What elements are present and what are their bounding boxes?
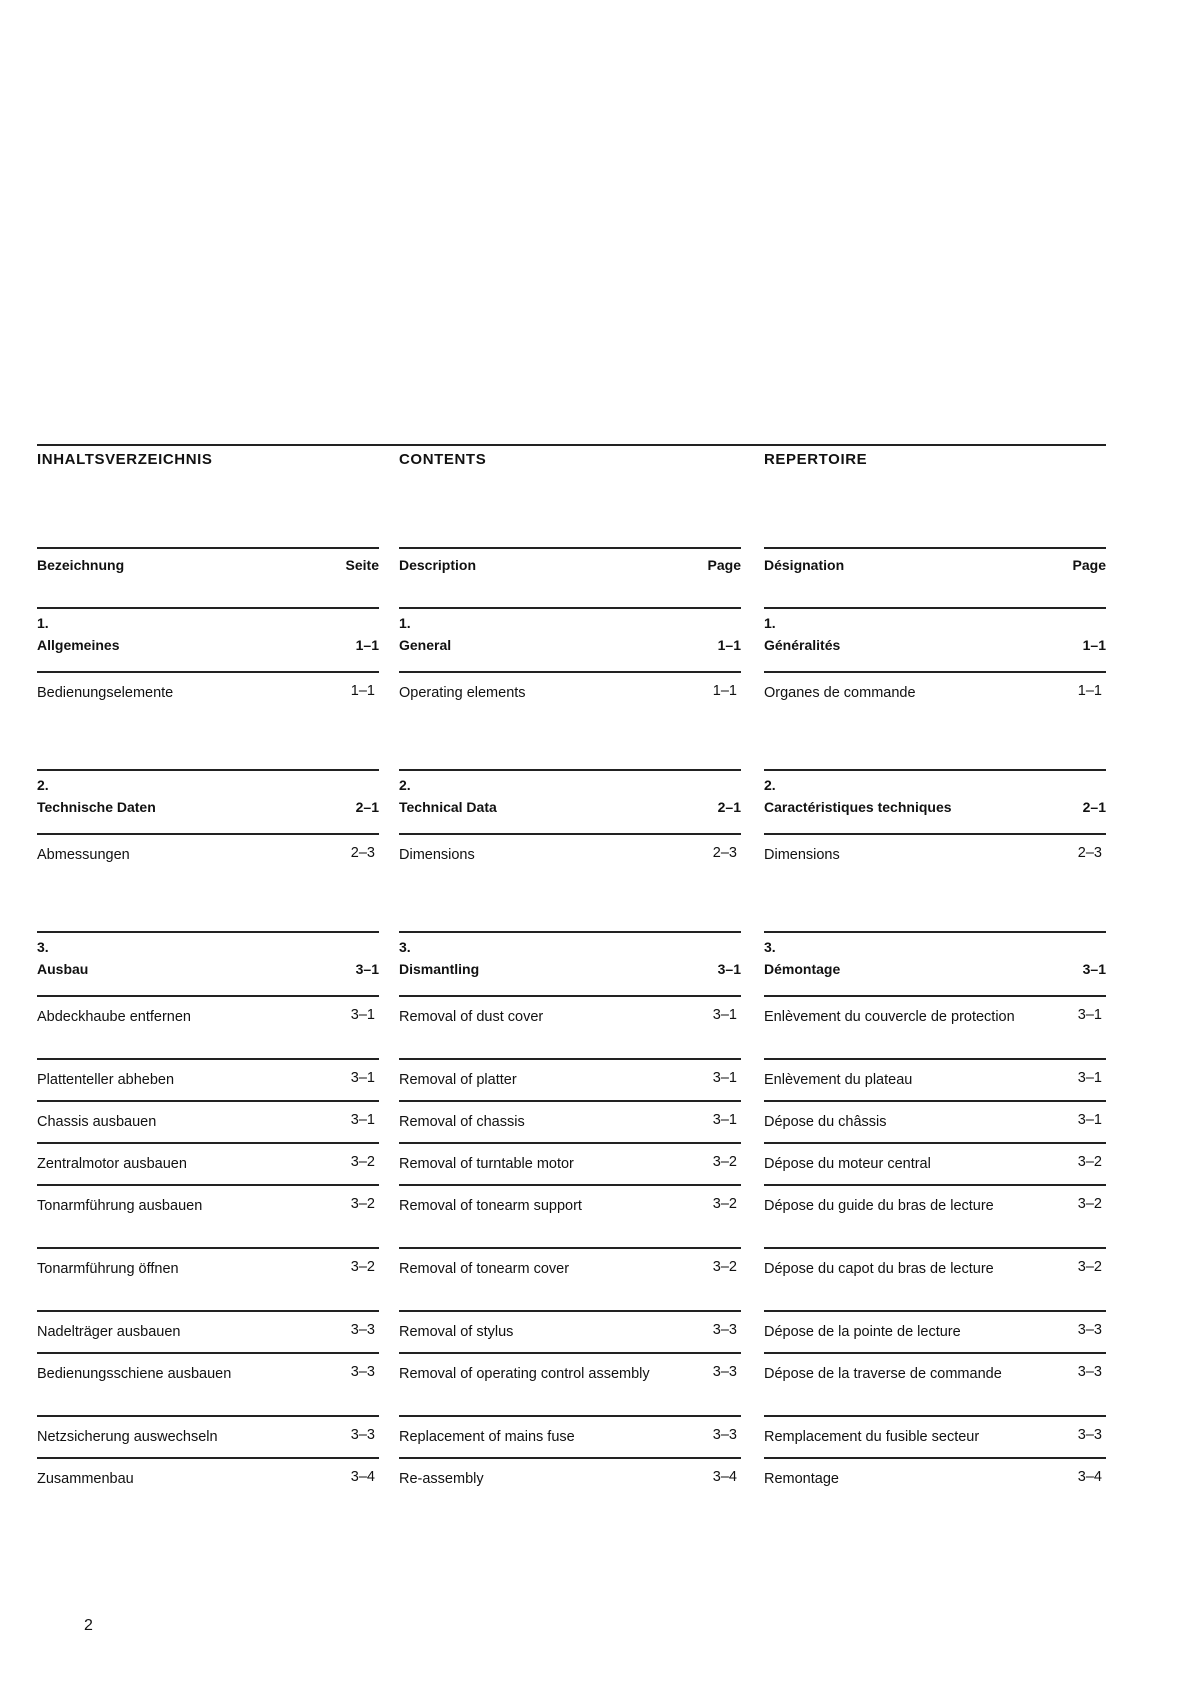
toc-entry-label: Remplacement du fusible secteur bbox=[764, 1429, 980, 1445]
toc-entry-page: 3–2 bbox=[350, 1259, 375, 1275]
toc-entry bbox=[37, 1142, 379, 1184]
toc-entry-label: Chassis ausbauen bbox=[37, 1114, 157, 1130]
toc-entry-label: Dépose du châssis bbox=[764, 1114, 887, 1130]
section-name: Démontage bbox=[764, 961, 841, 977]
section-page: 1–1 bbox=[717, 637, 741, 653]
toc-entry-label: Enlèvement du couvercle de protection bbox=[764, 1009, 1015, 1025]
section-title bbox=[764, 769, 1106, 833]
section-page: 1–1 bbox=[1082, 637, 1106, 653]
toc-entry-page: 3–2 bbox=[1077, 1196, 1102, 1212]
toc-entry-page: 3–2 bbox=[350, 1154, 375, 1170]
toc-entry-label: Operating elements bbox=[399, 685, 526, 701]
section-name: Ausbau bbox=[37, 961, 89, 977]
toc-entry-page: 1–1 bbox=[1077, 683, 1102, 699]
toc-entry-label: Plattenteller abheben bbox=[37, 1072, 175, 1088]
toc-entry-page: 3–3 bbox=[1077, 1427, 1102, 1443]
toc-entry-label: Nadelträger ausbauen bbox=[37, 1324, 181, 1340]
toc-entry-label: Bedienungselemente bbox=[37, 685, 174, 701]
toc-entry bbox=[399, 1415, 741, 1457]
toc-entry-page: 3–3 bbox=[712, 1427, 737, 1443]
contents-heading: INHALTSVERZEICHNIS bbox=[37, 451, 213, 468]
toc-entry bbox=[399, 1058, 741, 1100]
toc-entry bbox=[399, 1247, 741, 1310]
toc-entry-page: 3–1 bbox=[350, 1007, 375, 1023]
toc-entry-label: Organes de commande bbox=[764, 685, 916, 701]
toc-entry-page: 3–1 bbox=[1077, 1112, 1102, 1128]
toc-entry bbox=[764, 1142, 1106, 1184]
toc-entry-label: Removal of turntable motor bbox=[399, 1156, 574, 1172]
toc-entry-label: Dépose du capot du bras de lecture bbox=[764, 1261, 994, 1277]
toc-entry bbox=[764, 1352, 1106, 1415]
section-number: 3. bbox=[37, 939, 49, 955]
contents-heading: REPERTOIRE bbox=[764, 451, 868, 468]
toc-entry bbox=[37, 1184, 379, 1247]
page-number: 2 bbox=[84, 1617, 93, 1634]
toc-entry-label: Zusammenbau bbox=[37, 1471, 134, 1487]
section-name: General bbox=[399, 637, 452, 653]
toc-entry bbox=[37, 1100, 379, 1142]
column-german bbox=[37, 444, 379, 1499]
toc-entry-page: 2–3 bbox=[350, 845, 375, 861]
toc-entry-label: Removal of operating control assembly bbox=[399, 1366, 650, 1382]
section-number: 2. bbox=[37, 777, 49, 793]
toc-entry bbox=[37, 1247, 379, 1310]
toc-entry bbox=[37, 995, 379, 1058]
section-page: 3–1 bbox=[1082, 961, 1106, 977]
toc-entry bbox=[37, 1457, 379, 1499]
column-french bbox=[764, 444, 1106, 1499]
section-name: Caractéristiques techniques bbox=[764, 799, 952, 815]
toc-entry-page: 3–3 bbox=[350, 1427, 375, 1443]
section-number: 2. bbox=[764, 777, 776, 793]
toc-entry bbox=[399, 1184, 741, 1247]
section-number: 3. bbox=[399, 939, 411, 955]
toc-entry-page: 2–3 bbox=[1077, 845, 1102, 861]
section-name: Technische Daten bbox=[37, 799, 156, 815]
toc-entry bbox=[399, 1142, 741, 1184]
toc-entry-page: 3–4 bbox=[712, 1469, 737, 1485]
toc-entry-label: Tonarmführung öffnen bbox=[37, 1261, 179, 1277]
toc-entry-page: 3–4 bbox=[1077, 1469, 1102, 1485]
toc-entry-label: Remontage bbox=[764, 1471, 839, 1487]
toc-entry bbox=[764, 671, 1106, 713]
toc-entry bbox=[399, 671, 741, 713]
toc-entry bbox=[399, 1457, 741, 1499]
toc-entry-label: Dépose du guide du bras de lecture bbox=[764, 1198, 994, 1214]
toc-entry-page: 3–2 bbox=[350, 1196, 375, 1212]
toc-entry bbox=[764, 1415, 1106, 1457]
section-title bbox=[37, 607, 379, 671]
section-title bbox=[764, 931, 1106, 995]
toc-entry bbox=[764, 1457, 1106, 1499]
toc-entry-label: Tonarmführung ausbauen bbox=[37, 1198, 203, 1214]
toc-entry-label: Netzsicherung auswechseln bbox=[37, 1429, 218, 1445]
section-name: Dismantling bbox=[399, 961, 480, 977]
toc-entry bbox=[764, 833, 1106, 875]
toc-entry-page: 3–1 bbox=[712, 1007, 737, 1023]
section-title bbox=[399, 607, 741, 671]
toc-entry-label: Zentralmotor ausbauen bbox=[37, 1156, 187, 1172]
section-page: 2–1 bbox=[1082, 799, 1106, 815]
section-page: 3–1 bbox=[717, 961, 741, 977]
toc-entry-label: Dépose de la pointe de lecture bbox=[764, 1324, 961, 1340]
toc-entry-label: Removal of tonearm support bbox=[399, 1198, 582, 1214]
toc-entry bbox=[399, 1100, 741, 1142]
toc-entry bbox=[764, 1100, 1106, 1142]
column-header bbox=[399, 547, 741, 607]
section-number: 1. bbox=[399, 615, 411, 631]
toc-entry-label: Replacement of mains fuse bbox=[399, 1429, 575, 1445]
toc-entry-label: Removal of dust cover bbox=[399, 1009, 544, 1025]
toc-entry-page: 3–1 bbox=[712, 1112, 737, 1128]
toc-entry-page: 3–2 bbox=[712, 1196, 737, 1212]
toc-entry bbox=[764, 1310, 1106, 1352]
toc-entry bbox=[399, 1310, 741, 1352]
toc-entry bbox=[37, 1415, 379, 1457]
toc-entry-page: 3–3 bbox=[1077, 1322, 1102, 1338]
toc-entry-label: Removal of platter bbox=[399, 1072, 517, 1088]
page-label: Seite bbox=[345, 557, 379, 573]
section-number: 1. bbox=[764, 615, 776, 631]
toc-entry-page: 3–2 bbox=[712, 1154, 737, 1170]
section-page: 2–1 bbox=[717, 799, 741, 815]
section-name: Généralités bbox=[764, 637, 841, 653]
section-name: Allgemeines bbox=[37, 637, 120, 653]
column-label: Description bbox=[399, 557, 477, 573]
toc-entry-label: Enlèvement du plateau bbox=[764, 1072, 913, 1088]
toc-entry bbox=[399, 995, 741, 1058]
column-english bbox=[399, 444, 741, 1499]
column-header bbox=[37, 547, 379, 607]
toc-entry-page: 3–2 bbox=[1077, 1259, 1102, 1275]
toc-entry-label: Dépose de la traverse de commande bbox=[764, 1366, 1002, 1382]
section-name: Technical Data bbox=[399, 799, 497, 815]
toc-entry-page: 3–1 bbox=[350, 1112, 375, 1128]
toc-entry-label: Abdeckhaube entfernen bbox=[37, 1009, 191, 1025]
toc-entry-label: Removal of chassis bbox=[399, 1114, 525, 1130]
toc-entry-label: Abmessungen bbox=[37, 847, 130, 863]
toc-entry bbox=[37, 1310, 379, 1352]
toc-entry bbox=[37, 833, 379, 875]
toc-entry-page: 3–1 bbox=[1077, 1007, 1102, 1023]
page-label: Page bbox=[1072, 557, 1106, 573]
toc-entry-page: 3–4 bbox=[350, 1469, 375, 1485]
toc-entry bbox=[764, 995, 1106, 1058]
toc-entry-page: 3–2 bbox=[1077, 1154, 1102, 1170]
column-label: Désignation bbox=[764, 557, 845, 573]
toc-entry-page: 3–1 bbox=[1077, 1070, 1102, 1086]
column-header bbox=[764, 547, 1106, 607]
section-number: 2. bbox=[399, 777, 411, 793]
section-number: 3. bbox=[764, 939, 776, 955]
toc-entry-page: 3–3 bbox=[350, 1322, 375, 1338]
toc-entry bbox=[37, 671, 379, 713]
section-title bbox=[37, 769, 379, 833]
toc-entry-label: Dépose du moteur central bbox=[764, 1156, 931, 1172]
contents-heading: CONTENTS bbox=[399, 451, 487, 468]
toc-entry bbox=[764, 1058, 1106, 1100]
toc-entry-label: Removal of tonearm cover bbox=[399, 1261, 570, 1277]
toc-entry-label: Re-assembly bbox=[399, 1471, 484, 1487]
section-number: 1. bbox=[37, 615, 49, 631]
toc-entry bbox=[37, 1058, 379, 1100]
toc-entry-label: Removal of stylus bbox=[399, 1324, 514, 1340]
section-page: 2–1 bbox=[355, 799, 379, 815]
toc-entry-page: 1–1 bbox=[350, 683, 375, 699]
section-title bbox=[399, 769, 741, 833]
toc-entry-label: Bedienungsschiene ausbauen bbox=[37, 1366, 232, 1382]
toc-entry-page: 3–1 bbox=[350, 1070, 375, 1086]
toc-entry-page: 3–3 bbox=[1077, 1364, 1102, 1380]
toc-entry bbox=[764, 1184, 1106, 1247]
toc-entry-page: 3–2 bbox=[712, 1259, 737, 1275]
section-page: 1–1 bbox=[355, 637, 379, 653]
toc-entry bbox=[764, 1247, 1106, 1310]
toc-entry bbox=[399, 833, 741, 875]
section-title bbox=[764, 607, 1106, 671]
toc-entry bbox=[37, 1352, 379, 1415]
toc-entry-page: 3–1 bbox=[712, 1070, 737, 1086]
toc-entry bbox=[399, 1352, 741, 1415]
section-title bbox=[37, 931, 379, 995]
toc-entry-page: 3–3 bbox=[350, 1364, 375, 1380]
section-title bbox=[399, 931, 741, 995]
page-label: Page bbox=[707, 557, 741, 573]
toc-entry-page: 2–3 bbox=[712, 845, 737, 861]
column-label: Bezeichnung bbox=[37, 557, 125, 573]
toc-entry-page: 3–3 bbox=[712, 1322, 737, 1338]
toc-entry-label: Dimensions bbox=[764, 847, 840, 863]
toc-entry-page: 3–3 bbox=[712, 1364, 737, 1380]
section-page: 3–1 bbox=[355, 961, 379, 977]
toc-entry-page: 1–1 bbox=[712, 683, 737, 699]
toc-entry-label: Dimensions bbox=[399, 847, 475, 863]
